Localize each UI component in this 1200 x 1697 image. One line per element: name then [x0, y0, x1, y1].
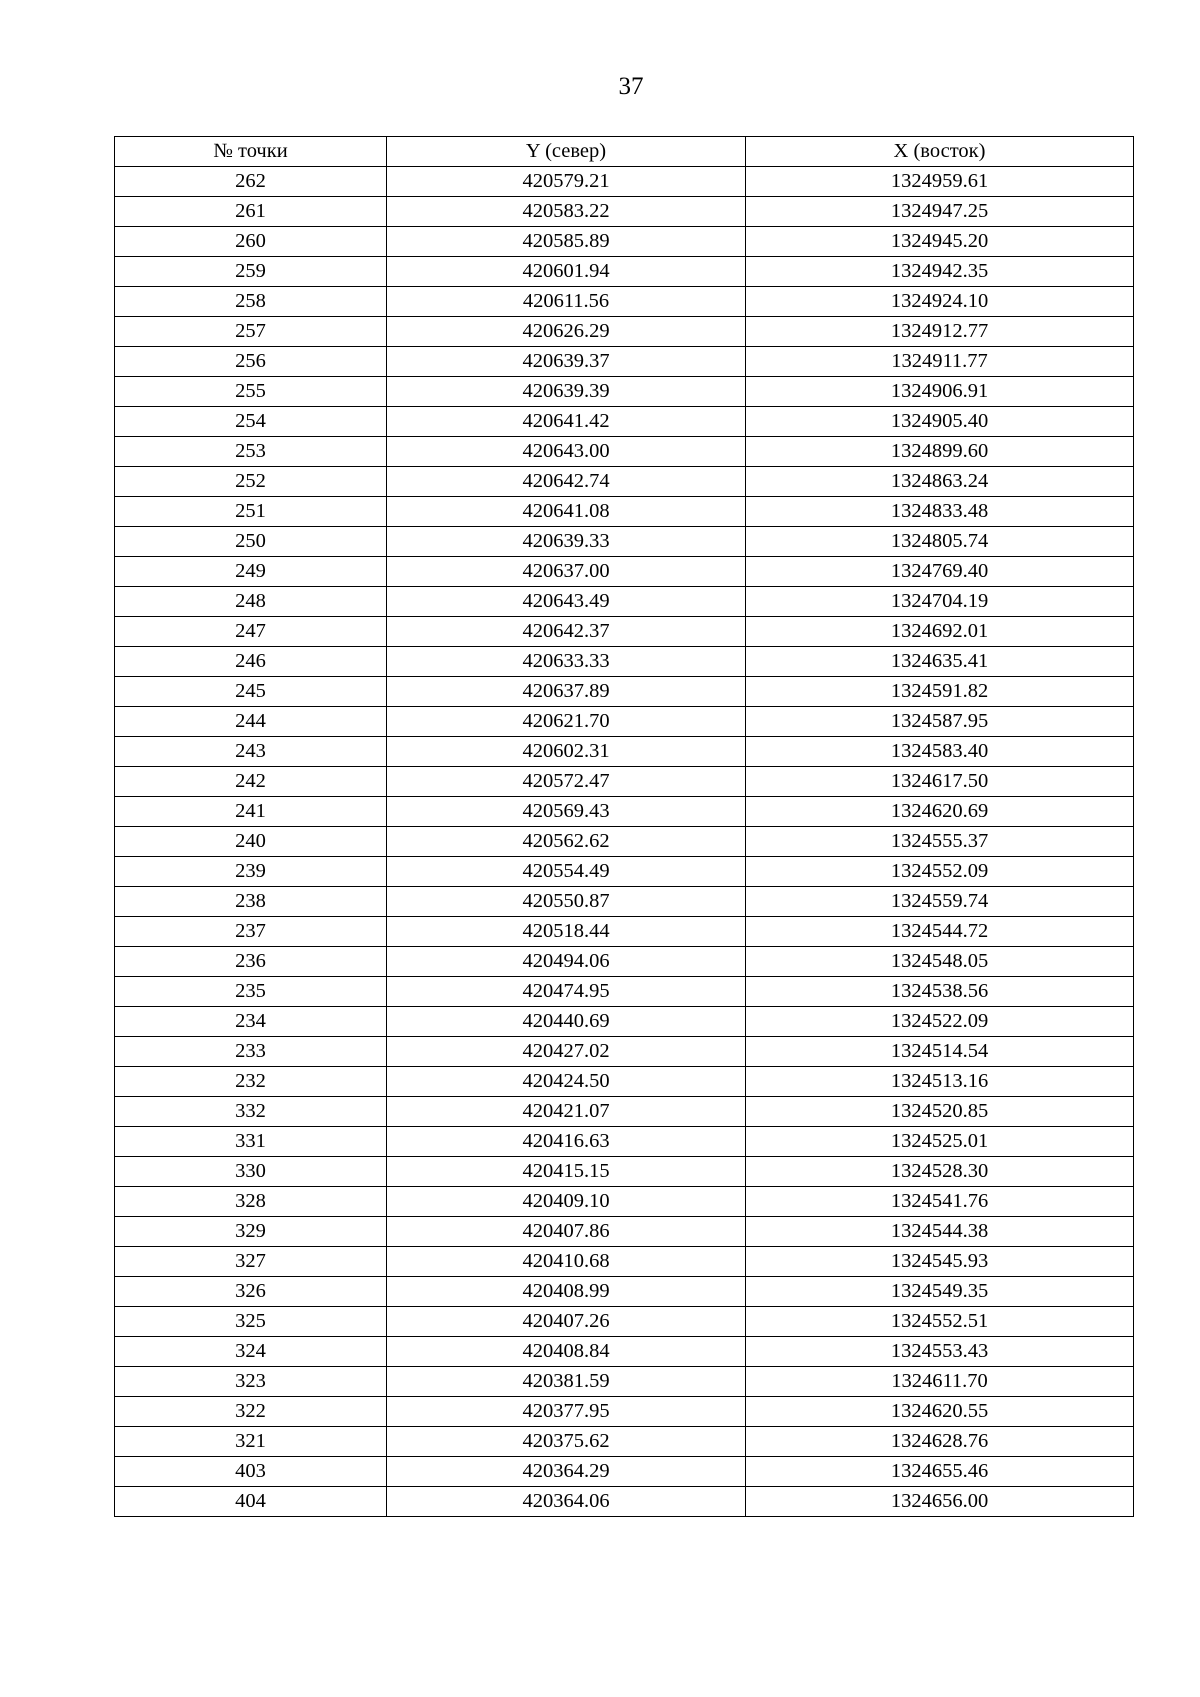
coordinates-table	[114, 136, 1134, 1517]
cell-y-north: 420642.74	[387, 467, 746, 497]
cell-x-east: 1324905.40	[746, 407, 1134, 437]
cell-point-number: 332	[115, 1097, 387, 1127]
cell-x-east: 1324617.50	[746, 767, 1134, 797]
cell-y-north: 420494.06	[387, 947, 746, 977]
cell-x-east: 1324906.91	[746, 377, 1134, 407]
cell-y-north: 420611.56	[387, 287, 746, 317]
table-row	[115, 347, 1134, 377]
cell-point-number: 321	[115, 1427, 387, 1457]
cell-point-number: 329	[115, 1217, 387, 1247]
cell-x-east: 1324541.76	[746, 1187, 1134, 1217]
cell-point-number: 327	[115, 1247, 387, 1277]
cell-point-number: 238	[115, 887, 387, 917]
table-row	[115, 527, 1134, 557]
cell-point-number: 240	[115, 827, 387, 857]
cell-y-north: 420579.21	[387, 167, 746, 197]
cell-point-number: 255	[115, 377, 387, 407]
cell-x-east: 1324559.74	[746, 887, 1134, 917]
cell-y-north: 420381.59	[387, 1367, 746, 1397]
table-row	[115, 1367, 1134, 1397]
table-row	[115, 167, 1134, 197]
cell-x-east: 1324959.61	[746, 167, 1134, 197]
cell-y-north: 420639.39	[387, 377, 746, 407]
cell-point-number: 234	[115, 1007, 387, 1037]
table-row	[115, 767, 1134, 797]
cell-point-number: 323	[115, 1367, 387, 1397]
cell-point-number: 325	[115, 1307, 387, 1337]
cell-y-north: 420416.63	[387, 1127, 746, 1157]
table-row	[115, 467, 1134, 497]
cell-point-number: 331	[115, 1127, 387, 1157]
cell-point-number: 253	[115, 437, 387, 467]
cell-y-north: 420408.99	[387, 1277, 746, 1307]
cell-y-north: 420408.84	[387, 1337, 746, 1367]
cell-y-north: 420474.95	[387, 977, 746, 1007]
cell-point-number: 404	[115, 1487, 387, 1517]
cell-x-east: 1324947.25	[746, 197, 1134, 227]
cell-y-north: 420637.00	[387, 557, 746, 587]
cell-y-north: 420643.00	[387, 437, 746, 467]
cell-y-north: 420641.42	[387, 407, 746, 437]
cell-x-east: 1324591.82	[746, 677, 1134, 707]
table-row	[115, 1157, 1134, 1187]
table-row	[115, 257, 1134, 287]
table-row	[115, 887, 1134, 917]
cell-x-east: 1324945.20	[746, 227, 1134, 257]
cell-x-east: 1324544.38	[746, 1217, 1134, 1247]
cell-y-north: 420554.49	[387, 857, 746, 887]
cell-x-east: 1324553.43	[746, 1337, 1134, 1367]
cell-x-east: 1324863.24	[746, 467, 1134, 497]
table-row	[115, 1457, 1134, 1487]
cell-x-east: 1324635.41	[746, 647, 1134, 677]
cell-point-number: 328	[115, 1187, 387, 1217]
table-row	[115, 407, 1134, 437]
table-row	[115, 1187, 1134, 1217]
table-row	[115, 317, 1134, 347]
cell-y-north: 420427.02	[387, 1037, 746, 1067]
cell-point-number: 330	[115, 1157, 387, 1187]
cell-y-north: 420424.50	[387, 1067, 746, 1097]
cell-x-east: 1324911.77	[746, 347, 1134, 377]
cell-point-number: 262	[115, 167, 387, 197]
header-row	[115, 137, 1134, 167]
header-x-east: X (восток)	[746, 137, 1134, 167]
cell-x-east: 1324552.51	[746, 1307, 1134, 1337]
cell-y-north: 420569.43	[387, 797, 746, 827]
cell-y-north: 420572.47	[387, 767, 746, 797]
cell-y-north: 420415.15	[387, 1157, 746, 1187]
cell-x-east: 1324620.55	[746, 1397, 1134, 1427]
table-row	[115, 797, 1134, 827]
table-row	[115, 677, 1134, 707]
cell-x-east: 1324912.77	[746, 317, 1134, 347]
cell-y-north: 420585.89	[387, 227, 746, 257]
cell-point-number: 250	[115, 527, 387, 557]
cell-point-number: 258	[115, 287, 387, 317]
header-y-north: Y (север)	[387, 137, 746, 167]
table-row	[115, 827, 1134, 857]
table-row	[115, 497, 1134, 527]
cell-point-number: 246	[115, 647, 387, 677]
cell-y-north: 420583.22	[387, 197, 746, 227]
table-row	[115, 197, 1134, 227]
cell-point-number: 256	[115, 347, 387, 377]
cell-x-east: 1324587.95	[746, 707, 1134, 737]
table-row	[115, 1097, 1134, 1127]
cell-point-number: 243	[115, 737, 387, 767]
cell-x-east: 1324942.35	[746, 257, 1134, 287]
cell-y-north: 420409.10	[387, 1187, 746, 1217]
cell-x-east: 1324833.48	[746, 497, 1134, 527]
cell-point-number: 254	[115, 407, 387, 437]
page-number: 37	[618, 73, 644, 100]
table-row	[115, 1247, 1134, 1277]
cell-point-number: 251	[115, 497, 387, 527]
table-row	[115, 437, 1134, 467]
cell-y-north: 420639.37	[387, 347, 746, 377]
cell-y-north: 420633.33	[387, 647, 746, 677]
cell-x-east: 1324522.09	[746, 1007, 1134, 1037]
table-row	[115, 1487, 1134, 1517]
cell-y-north: 420562.62	[387, 827, 746, 857]
cell-y-north: 420550.87	[387, 887, 746, 917]
cell-point-number: 248	[115, 587, 387, 617]
table-row	[115, 977, 1134, 1007]
cell-y-north: 420377.95	[387, 1397, 746, 1427]
cell-y-north: 420626.29	[387, 317, 746, 347]
cell-point-number: 252	[115, 467, 387, 497]
cell-point-number: 261	[115, 197, 387, 227]
cell-x-east: 1324704.19	[746, 587, 1134, 617]
cell-x-east: 1324538.56	[746, 977, 1134, 1007]
cell-point-number: 257	[115, 317, 387, 347]
cell-y-north: 420518.44	[387, 917, 746, 947]
cell-y-north: 420407.26	[387, 1307, 746, 1337]
cell-x-east: 1324611.70	[746, 1367, 1134, 1397]
table-header	[115, 137, 1134, 167]
cell-point-number: 322	[115, 1397, 387, 1427]
cell-x-east: 1324628.76	[746, 1427, 1134, 1457]
cell-x-east: 1324583.40	[746, 737, 1134, 767]
cell-x-east: 1324513.16	[746, 1067, 1134, 1097]
cell-x-east: 1324548.05	[746, 947, 1134, 977]
table-body	[115, 167, 1134, 1517]
cell-x-east: 1324805.74	[746, 527, 1134, 557]
cell-x-east: 1324655.46	[746, 1457, 1134, 1487]
table-row	[115, 917, 1134, 947]
cell-x-east: 1324544.72	[746, 917, 1134, 947]
cell-x-east: 1324924.10	[746, 287, 1134, 317]
cell-x-east: 1324549.35	[746, 1277, 1134, 1307]
table-row	[115, 707, 1134, 737]
table-row	[115, 587, 1134, 617]
cell-point-number: 326	[115, 1277, 387, 1307]
table-row	[115, 1277, 1134, 1307]
cell-point-number: 237	[115, 917, 387, 947]
table-row	[115, 737, 1134, 767]
table-row	[115, 617, 1134, 647]
cell-point-number: 259	[115, 257, 387, 287]
cell-x-east: 1324528.30	[746, 1157, 1134, 1187]
cell-y-north: 420407.86	[387, 1217, 746, 1247]
cell-point-number: 324	[115, 1337, 387, 1367]
cell-y-north: 420641.08	[387, 497, 746, 527]
cell-y-north: 420440.69	[387, 1007, 746, 1037]
cell-y-north: 420621.70	[387, 707, 746, 737]
cell-point-number: 249	[115, 557, 387, 587]
table-row	[115, 1217, 1134, 1247]
cell-y-north: 420637.89	[387, 677, 746, 707]
cell-point-number: 242	[115, 767, 387, 797]
cell-y-north: 420601.94	[387, 257, 746, 287]
table-row	[115, 1307, 1134, 1337]
cell-x-east: 1324692.01	[746, 617, 1134, 647]
table-row	[115, 1397, 1134, 1427]
cell-point-number: 236	[115, 947, 387, 977]
table-row	[115, 287, 1134, 317]
table-row	[115, 1067, 1134, 1097]
cell-x-east: 1324545.93	[746, 1247, 1134, 1277]
cell-point-number: 247	[115, 617, 387, 647]
cell-y-north: 420602.31	[387, 737, 746, 767]
cell-x-east: 1324525.01	[746, 1127, 1134, 1157]
cell-y-north: 420421.07	[387, 1097, 746, 1127]
cell-x-east: 1324520.85	[746, 1097, 1134, 1127]
cell-y-north: 420639.33	[387, 527, 746, 557]
cell-point-number: 245	[115, 677, 387, 707]
cell-point-number: 239	[115, 857, 387, 887]
cell-y-north: 420643.49	[387, 587, 746, 617]
table-row	[115, 947, 1134, 977]
cell-y-north: 420375.62	[387, 1427, 746, 1457]
table-row	[115, 1127, 1134, 1157]
cell-x-east: 1324514.54	[746, 1037, 1134, 1067]
table-row	[115, 557, 1134, 587]
cell-point-number: 233	[115, 1037, 387, 1067]
cell-x-east: 1324555.37	[746, 827, 1134, 857]
cell-point-number: 241	[115, 797, 387, 827]
cell-y-north: 420410.68	[387, 1247, 746, 1277]
cell-point-number: 403	[115, 1457, 387, 1487]
cell-y-north: 420642.37	[387, 617, 746, 647]
cell-y-north: 420364.29	[387, 1457, 746, 1487]
table-row	[115, 227, 1134, 257]
table-row	[115, 857, 1134, 887]
table-row	[115, 1427, 1134, 1457]
cell-x-east: 1324656.00	[746, 1487, 1134, 1517]
cell-point-number: 244	[115, 707, 387, 737]
cell-point-number: 232	[115, 1067, 387, 1097]
cell-y-north: 420364.06	[387, 1487, 746, 1517]
header-point-number: № точки	[115, 137, 387, 167]
table-row	[115, 647, 1134, 677]
table-row	[115, 1037, 1134, 1067]
cell-x-east: 1324552.09	[746, 857, 1134, 887]
cell-point-number: 235	[115, 977, 387, 1007]
cell-point-number: 260	[115, 227, 387, 257]
cell-x-east: 1324620.69	[746, 797, 1134, 827]
cell-x-east: 1324769.40	[746, 557, 1134, 587]
table-row	[115, 1007, 1134, 1037]
cell-x-east: 1324899.60	[746, 437, 1134, 467]
table-row	[115, 1337, 1134, 1367]
table-row	[115, 377, 1134, 407]
